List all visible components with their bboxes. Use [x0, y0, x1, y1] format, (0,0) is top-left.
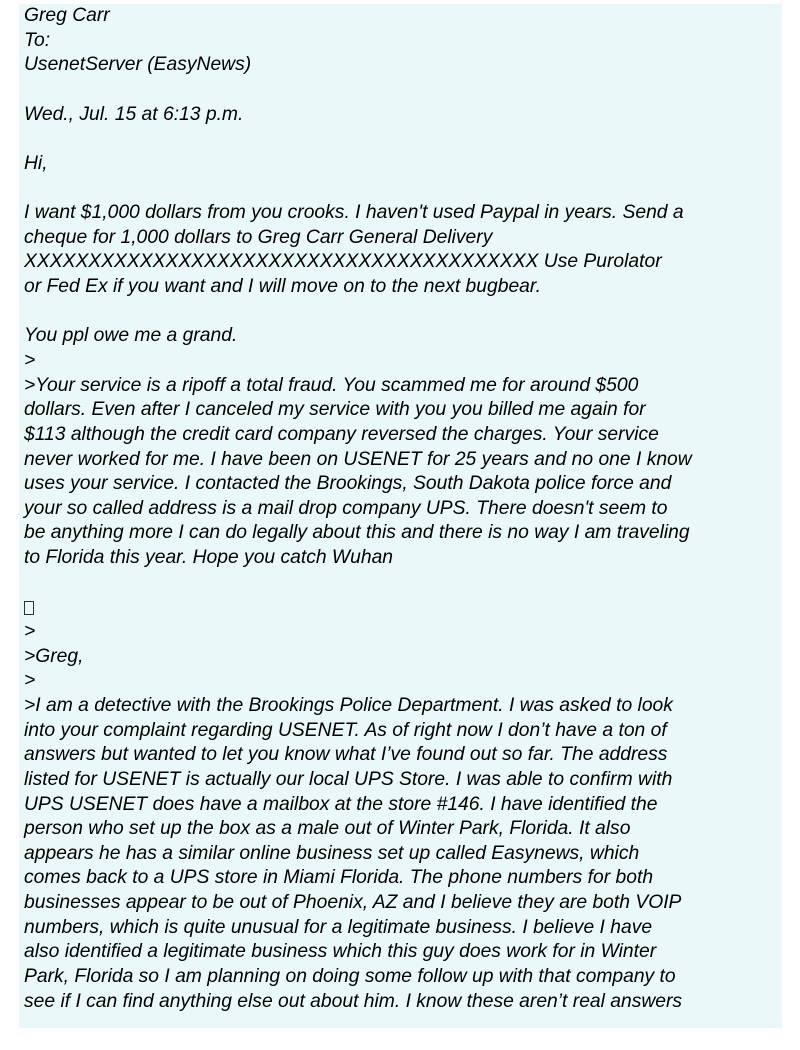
paragraph-line: cheque for 1,000 dollars to Greg Carr General Delivery — [24, 226, 493, 248]
missing-glyph-line — [24, 595, 780, 620]
greeting-line: Hi, — [24, 152, 48, 174]
quote-line: dollars. Even after I canceled my service with you you billed me again for — [24, 399, 646, 421]
spacer — [24, 300, 780, 325]
email-text — [24, 4, 780, 1014]
date-line: Wed., Jul. 15 at 6:13 p.m. — [24, 103, 244, 125]
quote-line: see if I can find anything else out about him. I know these aren’t real answers — [24, 990, 683, 1012]
quote-line: numbers, which is quite unusual for a legitimate business. I believe I have — [24, 916, 653, 938]
spacer — [24, 176, 780, 201]
quote-line: >Your service is a ripoff a total fraud. You scammed me for around $500 — [24, 374, 639, 396]
quote-line: person who set up the box as a male out of Winter Park, Florida. It also — [24, 818, 631, 840]
email-document — [19, 4, 782, 1028]
spacer — [24, 78, 780, 103]
quote-line: appears he has a similar online business set up called Easynews, which — [24, 842, 640, 864]
spacer — [24, 127, 780, 152]
quote-line: answers but wanted to let you know what I’ve found out so far. The address — [24, 744, 668, 766]
paragraph-line: or Fed Ex if you want and I will move on to the next bugbear. — [24, 276, 541, 298]
quote-line: also identified a legitimate business which this guy does work for in Winter — [24, 941, 657, 963]
quote-line: listed for USENET is actually our local UPS Store. I was able to confirm with — [24, 768, 673, 790]
quote-line: uses your service. I contacted the Brookings, South Dakota police force and — [24, 473, 672, 495]
quote-line: $113 although the credit card company reversed the charges. Your service — [24, 423, 659, 445]
quote-line: comes back to a UPS store in Miami Florida. The phone numbers for both — [24, 867, 654, 889]
quote-line: Park, Florida so I am planning on doing some follow up with that company to — [24, 965, 676, 987]
quote-line: >I am a detective with the Brookings Police Department. I was asked to look — [24, 694, 673, 716]
spacer — [24, 571, 780, 596]
quote-line: to Florida this year. Hope you catch Wuhan — [24, 547, 394, 569]
quote-marker: > — [24, 670, 36, 692]
quote-greeting: >Greg, — [24, 645, 84, 667]
quote-line: UPS USENET does have a mailbox at the store #146. I have identified the — [24, 793, 658, 815]
missing-glyph-icon — [24, 601, 34, 615]
quote-line: be anything more I can do legally about this and there is no way I am traveling — [24, 522, 690, 544]
to-label: To: — [24, 29, 51, 51]
quote-marker: > — [24, 621, 36, 643]
quote-line: into your complaint regarding USENET. As of right now I don’t have a ton of — [24, 719, 667, 741]
paragraph-line: You ppl owe me a grand. — [24, 325, 238, 347]
paragraph-line: XXXXXXXXXXXXXXXXXXXXXXXXXXXXXXXXXXXXXXXX Use Purolator — [24, 251, 662, 273]
from-line: Greg Carr — [24, 5, 110, 26]
recipient-line: UsenetServer (EasyNews) — [24, 54, 252, 76]
quote-line: businesses appear to be out of Phoenix, AZ and I believe they are both VOIP — [24, 892, 682, 914]
quote-line: never worked for me. I have been on USENET for 25 years and no one I know — [24, 448, 692, 470]
quote-line: your so called address is a mail drop company UPS. There doesn't seem to — [24, 497, 668, 519]
quote-marker: > — [24, 349, 36, 371]
paragraph-line: I want $1,000 dollars from you crooks. I haven't used Paypal in years. Send a — [24, 202, 684, 224]
